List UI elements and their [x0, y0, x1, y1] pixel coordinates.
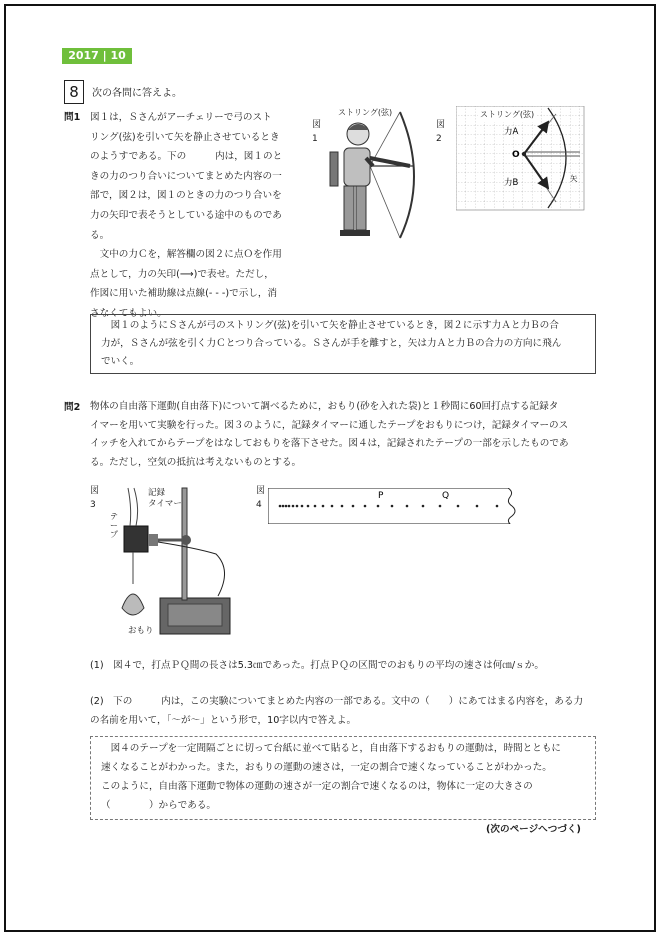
tape-dot [285, 505, 288, 508]
q1-text-line: る。 [90, 229, 110, 241]
tape-dot [296, 505, 299, 508]
question-intro: 次の各問に答えよ。 [92, 88, 182, 99]
q2-text [90, 398, 600, 472]
q1-text-line: さなくてもよい。 [90, 307, 167, 319]
fig4-point-q: Q [442, 491, 450, 501]
question-number: 8 [64, 80, 84, 104]
tape-dot [288, 505, 291, 508]
tape-dot [406, 505, 409, 508]
q1-text-line: 点として，力の矢印(⟶)で表せ。ただし， [90, 268, 274, 280]
q2-label: 問2 [64, 402, 81, 413]
q2-text-line: イッチを入れてからテープをはなしておもりを落下させた。図４は，記録されたテープの一部を示したものであ [90, 438, 569, 449]
q2-summary-box [90, 736, 596, 820]
fig3-tape-label: テープ [110, 512, 118, 539]
tape-dot [391, 505, 394, 508]
fig4-label: 図 4 [256, 486, 266, 510]
q1-text-line: のようすである。下の 内は，図１のと [90, 151, 283, 163]
q2-sub2-line1: (2) 下の 内は，この実験についてまとめた内容の一部である。文中の（ ）にあてはまる内容を，ある力 [90, 696, 584, 707]
fig3-weight-label: おもり [128, 626, 154, 636]
q1-box-line: 図１のようにＳさんが弓のストリング(弦)を引いて矢を静止させているとき，図２に示す力Ａと力Ｂの合 [101, 320, 559, 331]
tape-dot [331, 505, 334, 508]
q2-sub2-line2: の名前を用いて，「～が～」という形で，10字以内で答えよ。 [90, 715, 357, 726]
fig2-caption: ストリング(弦) [478, 108, 536, 122]
q1-label: 問1 [64, 112, 81, 123]
fig2-force-a: 力A [504, 127, 519, 137]
q2-box-line: 速くなることがわかった。また，おもりの運動の速さは，一定の割合で速くなっていることがわかった。 [101, 762, 552, 773]
q2-text-line: イマーを用いて実験を行った。図３のように，記録タイマーに通したテープをおもりにつけ，記録タイマーのス [90, 419, 569, 431]
fig3-timer-label: 記録 タイマー [148, 488, 182, 509]
tape-dot [314, 505, 317, 508]
tape-dot [279, 505, 282, 508]
tape-dot [292, 505, 295, 508]
q1-text-line: リング(弦)を引いて矢を静止させているとき [90, 131, 280, 143]
tape-dot [439, 505, 442, 508]
tape-dot [364, 505, 367, 508]
year-tab: 2017 | 10 [62, 48, 132, 64]
q2-sub1: (1) 図４で，打点ＰＱ間の長さは5.3㎝であった。打点ＰＱの区間でのおもりの平均の速さは何㎝/ｓか。 [90, 660, 544, 671]
q1-summary-box [90, 314, 596, 374]
tape-dot [496, 505, 499, 508]
q1-text-line: きの力のつり合いについてまとめた内容の一 [90, 170, 282, 182]
fig3-label: 図 3 [90, 486, 100, 510]
fig4-point-p: P [378, 491, 384, 501]
tape-dot [476, 505, 479, 508]
q2-text-line: る。ただし，空気の抵抗は考えないものとする。 [90, 456, 302, 468]
q2-box-line: 図４のテープを一定間隔ごとに切って台紙に並べて貼ると，自由落下するおもりの運動は，時間とともに [101, 743, 562, 754]
fig2-arrow-label: 矢 [570, 174, 578, 183]
tape-dot [377, 505, 380, 508]
fig2-force-b: 力B [504, 178, 519, 188]
fig2-label: 図 2 [436, 120, 446, 144]
q1-text-line: 作図に用いた補助線は点線(- - -)で示し，消 [90, 288, 278, 300]
fig2-point-o: O [512, 150, 520, 160]
q1-text-line: 図１は，Ｓさんがアーチェリーで弓のスト [90, 112, 272, 123]
fig1-caption: ストリング(弦) [338, 108, 393, 117]
tape-dot [282, 505, 285, 508]
tape-dot [457, 505, 460, 508]
recorded-tape [268, 488, 518, 524]
fig1-label: 図 1 [312, 120, 322, 144]
q1-text-line: 力の矢印で表そうとしている途中のものであ [90, 209, 282, 221]
q1-text-line: 文中の力Ｃを，解答欄の図２に点Ｏを作用 [90, 249, 282, 261]
q1-text-line: 部で，図２は，図１のときの力のつり合いを [90, 190, 282, 202]
archer-illustration [318, 108, 418, 244]
q2-box-line: このように，自由落下運動で物体の運動の速さが一定の割合で速くなるのは，物体に一定の大きさの [101, 781, 533, 792]
tape-dot [301, 505, 304, 508]
tape-dot [322, 505, 325, 508]
tape-dot [422, 505, 425, 508]
q2-text-line: 物体の自由落下運動(自由落下)について調べるために，おもり(砂を入れた袋)と１秒間に60回打点する記録タ [90, 401, 559, 412]
q2-box-line: （ ）からである。 [101, 800, 217, 811]
q1-box-line: でいく。 [101, 356, 140, 367]
q1-box-line: 力が，Ｓさんが弦を引く力Ｃとつり合っている。Ｓさんが手を離すと，矢は力Ａと力Ｂの合力の方向に飛ん [101, 338, 562, 349]
tape-dot [352, 505, 355, 508]
q1-text [90, 108, 300, 324]
tape-dot [341, 505, 344, 508]
next-page-note: (次のページへつづく) [486, 824, 581, 835]
tape-dot [307, 505, 310, 508]
